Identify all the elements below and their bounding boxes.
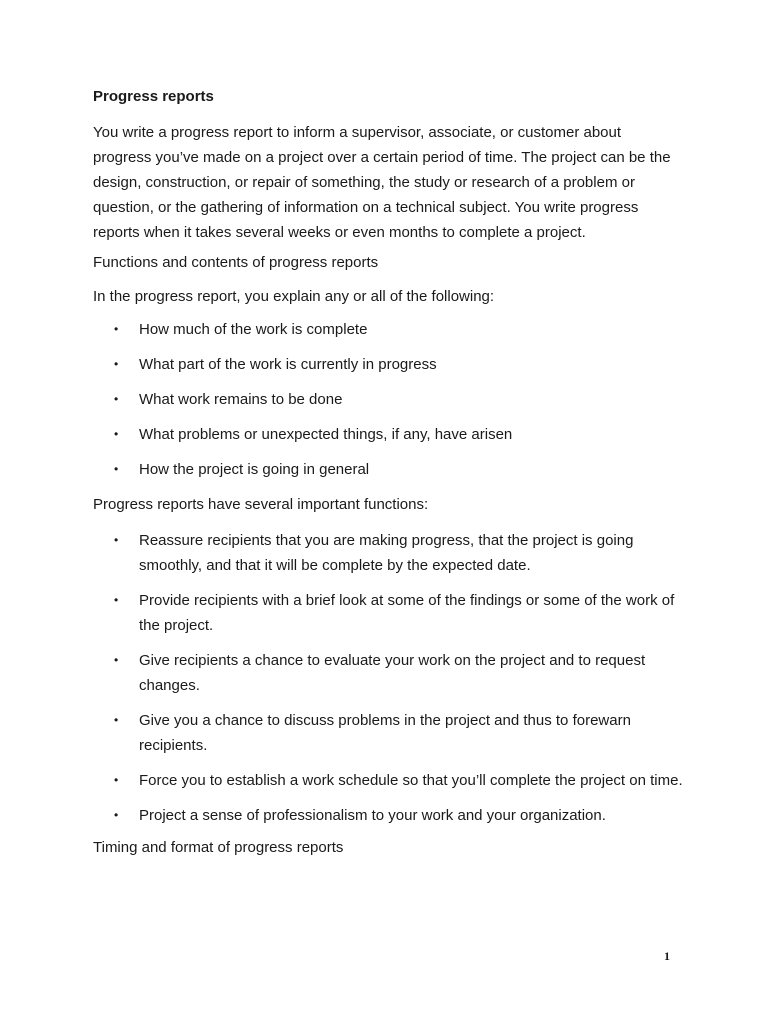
bullet-icon: • bbox=[114, 462, 119, 476]
list-item bbox=[93, 355, 683, 374]
list-item bbox=[93, 528, 683, 578]
list-item bbox=[93, 803, 683, 828]
list-item bbox=[93, 425, 683, 444]
bullet-icon: • bbox=[114, 533, 119, 547]
bullet-icon: • bbox=[114, 322, 119, 336]
list-item-text: What problems or unexpected things, if any, have arisen bbox=[139, 426, 513, 443]
list-item-text: Force you to establish a work schedule so that you’ll complete the project on time. bbox=[139, 772, 683, 789]
bullet-icon: • bbox=[114, 773, 119, 787]
list-item bbox=[93, 320, 683, 339]
bullet-icon: • bbox=[114, 593, 119, 607]
bullet-icon: • bbox=[114, 427, 119, 441]
bullet-icon: • bbox=[114, 653, 119, 667]
list-item-text: Give recipients a chance to evaluate your work on the project and to request changes. bbox=[139, 652, 646, 694]
list-item-text: Give you a chance to discuss problems in the project and thus to forewarn recipients. bbox=[139, 712, 631, 754]
bullet-list-contents bbox=[93, 320, 683, 479]
section-heading-functions: Functions and contents of progress reports bbox=[93, 254, 379, 271]
list-item-text: What work remains to be done bbox=[139, 391, 343, 408]
list-item bbox=[93, 708, 683, 758]
list-item bbox=[93, 588, 683, 638]
document-body bbox=[93, 87, 683, 871]
list-item-text: What part of the work is currently in progress bbox=[139, 356, 437, 373]
page-number: 1 bbox=[664, 949, 670, 963]
section-lead-functions: Progress reports have several important functions: bbox=[93, 496, 429, 513]
list-item-text: Project a sense of professionalism to your work and your organization. bbox=[139, 807, 606, 824]
list-item bbox=[93, 768, 683, 793]
list-item bbox=[93, 460, 683, 479]
bullet-icon: • bbox=[114, 392, 119, 406]
section-lead-explain: In the progress report, you explain any or all of the following: bbox=[93, 288, 495, 305]
section-heading-timing: Timing and format of progress reports bbox=[93, 839, 344, 856]
list-item bbox=[93, 648, 683, 698]
list-item-text: How much of the work is complete bbox=[139, 321, 368, 338]
bullet-icon: • bbox=[114, 357, 119, 371]
bullet-list-functions bbox=[93, 528, 683, 828]
intro-paragraph: You write a progress report to inform a supervisor, associate, or customer about progress you’ve made on a project over a certain period of time. The project can be the design, construction, or repair of something, the study or research of a problem or question, or the gathering of information on a technical subject. You write progress reports when it takes several weeks or even months to complete a project. bbox=[93, 124, 671, 241]
bullet-icon: • bbox=[114, 713, 119, 727]
list-item-text: Reassure recipients that you are making progress, that the project is going smoothly, and that it will be complete by the expected date. bbox=[139, 532, 634, 574]
list-item-text: How the project is going in general bbox=[139, 461, 370, 478]
list-item-text: Provide recipients with a brief look at some of the findings or some of the work of the project. bbox=[139, 592, 675, 634]
bullet-icon: • bbox=[114, 808, 119, 822]
document-title: Progress reports bbox=[93, 88, 214, 105]
list-item bbox=[93, 390, 683, 409]
